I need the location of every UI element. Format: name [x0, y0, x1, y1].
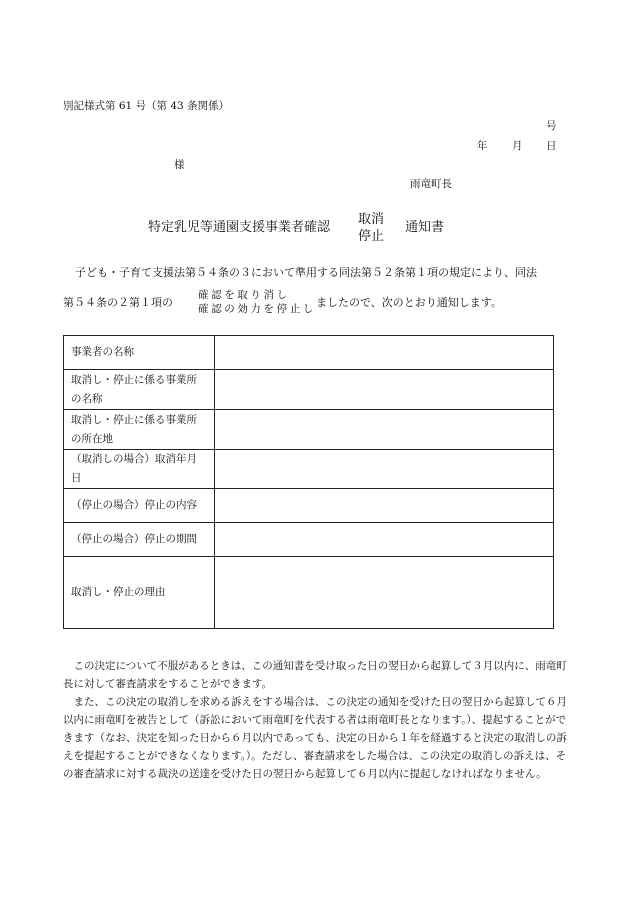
intro-option-suspend: 確認の効力を停止し [198, 303, 316, 315]
notice-paragraph-2: また、この決定の取消しを求める訴えをする場合は、この決定の通知を受けた日の翌日から起算して６月以内に雨竜町を被告として（訴訟において雨竜町を代表する者は雨竜町長となります。）、提起することができます（なお、決定を知った日から６月以内であっても、決定の日から１年を経過すると決定の取消しの訴えを提起することができなくなります。）。ただし、審査請求をした場合は、この決定の取消しの訴えは、その審査請求に対する裁決の送達を受けた日の翌日から起算して６月以内に提起しなければなりません。 [63, 696, 567, 780]
intro-line-1: 子ども・子育て支援法第５４条の３において準用する同法第５２条第１項の規定により、同法 [75, 266, 537, 279]
table-row [64, 450, 554, 489]
table-row [64, 336, 554, 370]
addressee-suffix: 様 [174, 159, 185, 171]
row-value-field[interactable] [215, 370, 554, 410]
date-year-label: 年 [477, 140, 488, 152]
row-label: 取消し・停止に係る事業所の所在地 [64, 410, 215, 450]
row-label: （取消しの場合）取消年月日 [64, 450, 215, 489]
title-option-cancel: 取消 [358, 212, 385, 227]
row-label: 取消し・停止の理由 [64, 557, 215, 629]
table-row [64, 523, 554, 557]
notice-paragraph-1: この決定について不服があるときは、この通知書を受け取った日の翌日から起算して３月以内に、雨竜町長に対して審査請求をすることができます。 [63, 660, 567, 690]
row-value-field[interactable] [215, 489, 554, 523]
document-title-main: 特定乳児等通園支援事業者確認 [148, 220, 331, 235]
table-row [64, 557, 554, 629]
form-number: 別記様式第 61 号（第 43 条関係） [63, 100, 230, 112]
row-label: （停止の場合）停止の期間 [64, 523, 215, 557]
date-day-label: 日 [546, 140, 557, 152]
details-table [63, 335, 554, 629]
table-row [64, 410, 554, 450]
row-value-field[interactable] [215, 557, 554, 629]
intro-option-cancel: 確認を取り消し [198, 289, 290, 301]
row-value-field[interactable] [215, 450, 554, 489]
intro-options [198, 288, 316, 316]
intro-line-2-suffix: ましたので、次のとおり通知します。 [316, 296, 502, 309]
appeal-notice [63, 657, 573, 783]
issuer-name: 雨竜町長 [410, 178, 452, 190]
row-value-field[interactable] [215, 336, 554, 370]
row-value-field[interactable] [215, 410, 554, 450]
row-label: （停止の場合）停止の内容 [64, 489, 215, 523]
row-label: 事業者の名称 [64, 336, 215, 370]
title-option-suspend: 停止 [358, 229, 385, 244]
table-row [64, 370, 554, 410]
document-title-end: 通知書 [405, 220, 445, 235]
row-label: 取消し・停止に係る事業所の名称 [64, 370, 215, 410]
document-number-label: 号 [546, 120, 557, 132]
date-month-label: 月 [512, 140, 523, 152]
table-row [64, 489, 554, 523]
document-title-options [358, 211, 384, 245]
intro-line-2-prefix: 第５４条の２第１項の [63, 296, 173, 309]
row-value-field[interactable] [215, 523, 554, 557]
